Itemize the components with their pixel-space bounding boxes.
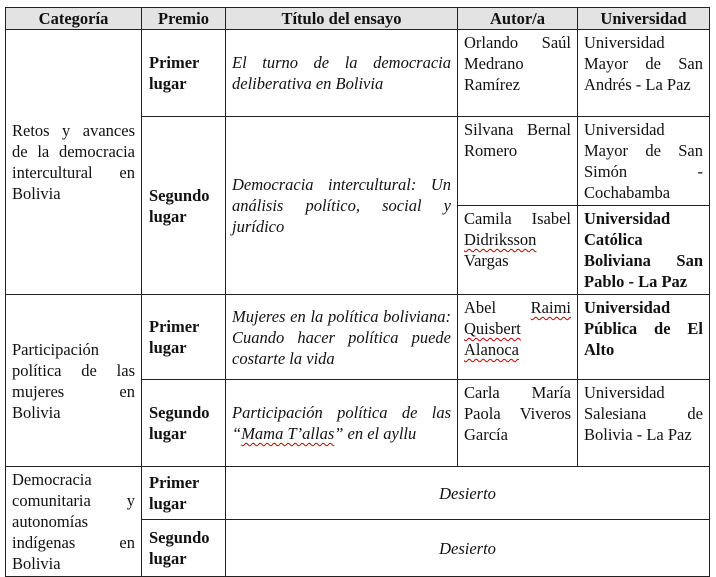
header-categoria: Categoría [6,8,142,30]
essay-title-part: ” en el ayllu [334,424,417,443]
author-cell: Carla María Paola Viveros García [458,380,578,467]
prize-cell: Primer lugar [142,295,226,380]
header-autor: Autor/a [458,8,578,30]
author-cell: Silvana Bernal Romero [458,117,578,206]
essay-title-cell: Democracia intercultural: Un análisis político, social y jurídico [226,117,458,295]
prize-cell: Segundo lugar [142,380,226,467]
essay-title-cell: Desierto [226,520,710,577]
author-cell [458,295,578,380]
author-name-part: Camila Isabel [464,209,571,228]
university-cell: Universidad Mayor de San Andrés - La Paz [578,30,710,117]
header-premio: Premio [142,8,226,30]
header-row [6,8,710,30]
awards-table [5,7,710,577]
author-name-part: Abel [464,298,531,317]
university-cell: Universidad Mayor de San Simón - Cochabamba [578,117,710,206]
prize-cell: Primer lugar [142,467,226,520]
university-cell: Universidad Católica Boliviana San Pablo - La Paz [578,206,710,295]
essay-title-part: Participación política de las “ [232,403,451,443]
prize-cell: Segundo lugar [142,520,226,577]
header-titulo: Título del ensayo [226,8,458,30]
header-universidad: Universidad [578,8,710,30]
table-row [6,467,710,520]
author-name-part: Vargas [464,251,509,270]
author-cell [458,206,578,295]
category-cell: Democracia comunitaria y autonomías indígenas en Bolivia [6,467,142,577]
university-cell: Universidad Salesiana de Bolivia - La Paz [578,380,710,467]
essay-title-cell: Mujeres en la política boliviana: Cuando hacer política puede costarte la vida [226,295,458,380]
table-row [6,295,710,380]
essay-title-cell: El turno de la democracia deliberativa en Bolivia [226,30,458,117]
prize-cell: Primer lugar [142,30,226,117]
category-cell: Participación política de las mujeres en Bolivia [6,295,142,467]
table-row [6,30,710,117]
prize-cell: Segundo lugar [142,117,226,295]
author-name-part: Raimi Quisbert Alanoca [464,298,571,359]
essay-title-part: Mama T’allas [241,424,335,443]
author-name-part: Didriksson [464,230,537,249]
category-cell: Retos y avances de la democracia intercultural en Bolivia [6,30,142,295]
university-cell: Universidad Pública de El Alto [578,295,710,380]
essay-title-cell [226,380,458,467]
essay-title-cell: Desierto [226,467,710,520]
author-cell: Orlando Saúl Medrano Ramírez [458,30,578,117]
